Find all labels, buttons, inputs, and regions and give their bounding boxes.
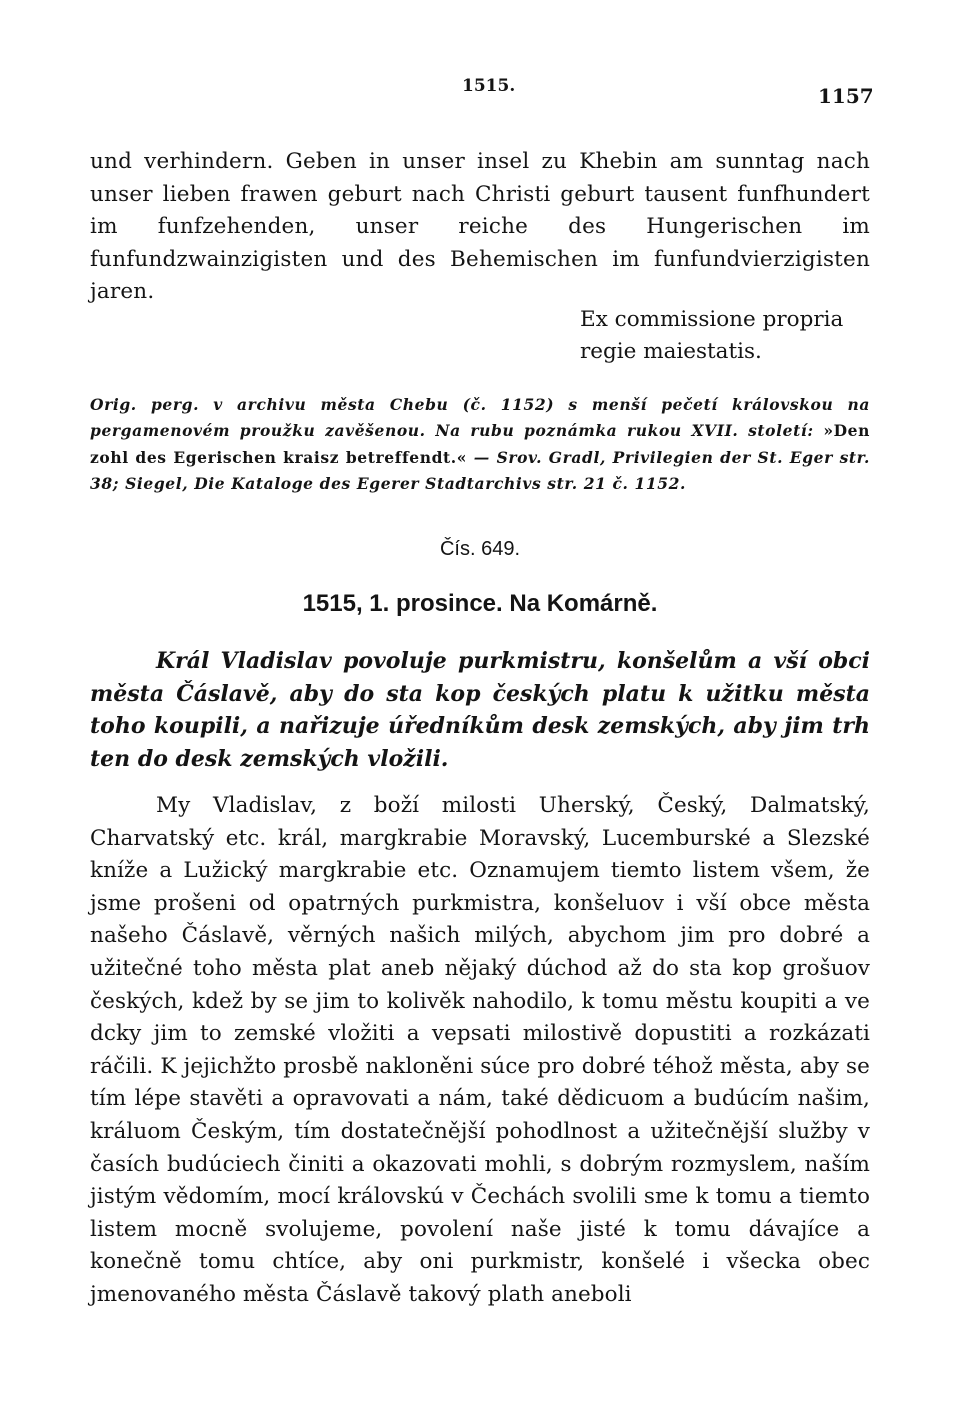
document-body-text: My Vladislav, z boží milosti Uherský, Český, Dalmatský, Charvatský etc. král, margkrabie Moravský, Lucemburské a Slezské kníže a Lužický margkrabie etc. Oznamujem tiemto listem všem, že jsme prošeni od opatrných purkmistra, konšeluov i vší obce města našeho Čáslavě, věrných našich milých, abychom jim pro dobré a užitečné toho města plat aneb nějaký dúchod až do sta kop grošuov českých, kdež by se jim to kolivěk nahodilo, k tomu městu koupiti a ve dcky jim to zemské vložiti a vepsati milostivě dopustiti a rozkázati ráčili. K jejichžto prosbě nakloněni súce pro dobré téhož města, aby se tím lépe stavěti a opravovati a nám, také dědicuom a budúcím našim, králuom Českým, tím dostatečnější pohodlnost a užitečnější služby v časích budúciech činiti a okazovati mohli, s dobrým rozmyslem, naším jistým vědomím, mocí královskú v Čechách svolili sme k tomu a tiemto listem mocně svolujeme, povolení naše jisté k tomu dávajíce a konečně tomu chtíce, aby oni purkmistr, konšelé i všecka obec jmenovaného města Čáslavě takový plath aneboli xyxy=(90,793,870,1307)
page-number: 1157 xyxy=(818,84,874,108)
chancery-signature xyxy=(580,304,843,368)
document-number: Čís. 649. xyxy=(439,538,521,560)
signature-line-1: Ex commissione propria xyxy=(580,307,844,332)
source-note xyxy=(90,392,870,497)
source-note-quote: »Den zohl des Egerischen kraisz betreffendt.« xyxy=(90,421,871,467)
signature-line-2: regie maiestatis. xyxy=(580,339,762,364)
document-abstract: Král Vladislav povoluje purkmistru, konšelům a vší obci města Čáslavě, aby do sta kop českých platu k užitku města toho koupili, a nařizuje úředníkům desk zemských, aby jim trh ten do desk zemských vložili. xyxy=(90,648,870,772)
continuation-paragraph: und verhindern. Geben in unser insel zu Khebin am sunntag nach unser lieben frawen geburt nach Christi geburt tausent funfhundert im funfzehenden, unser reiche des Hungerischen im funfundzwainzigisten und des Behemischen im funfundvierzigisten jaren. xyxy=(90,149,870,304)
document-title: 1515, 1. prosince. Na Komárně. xyxy=(302,590,658,617)
source-note-part-1: Orig. perg. v archivu města Chebu (č. 1152) s menší pečetí královskou na pergamenovém proužku zavěšenou. Na rubu poznámka rukou XVII. století: xyxy=(90,395,870,441)
source-note-part-2: — Srov. Gradl, Privilegien der St. Eger str. 38; Siegel, Die Kataloge des Egerer Stadtarchivs str. 21 č. 1152. xyxy=(90,447,870,493)
running-header-year: 1515. xyxy=(462,76,516,96)
